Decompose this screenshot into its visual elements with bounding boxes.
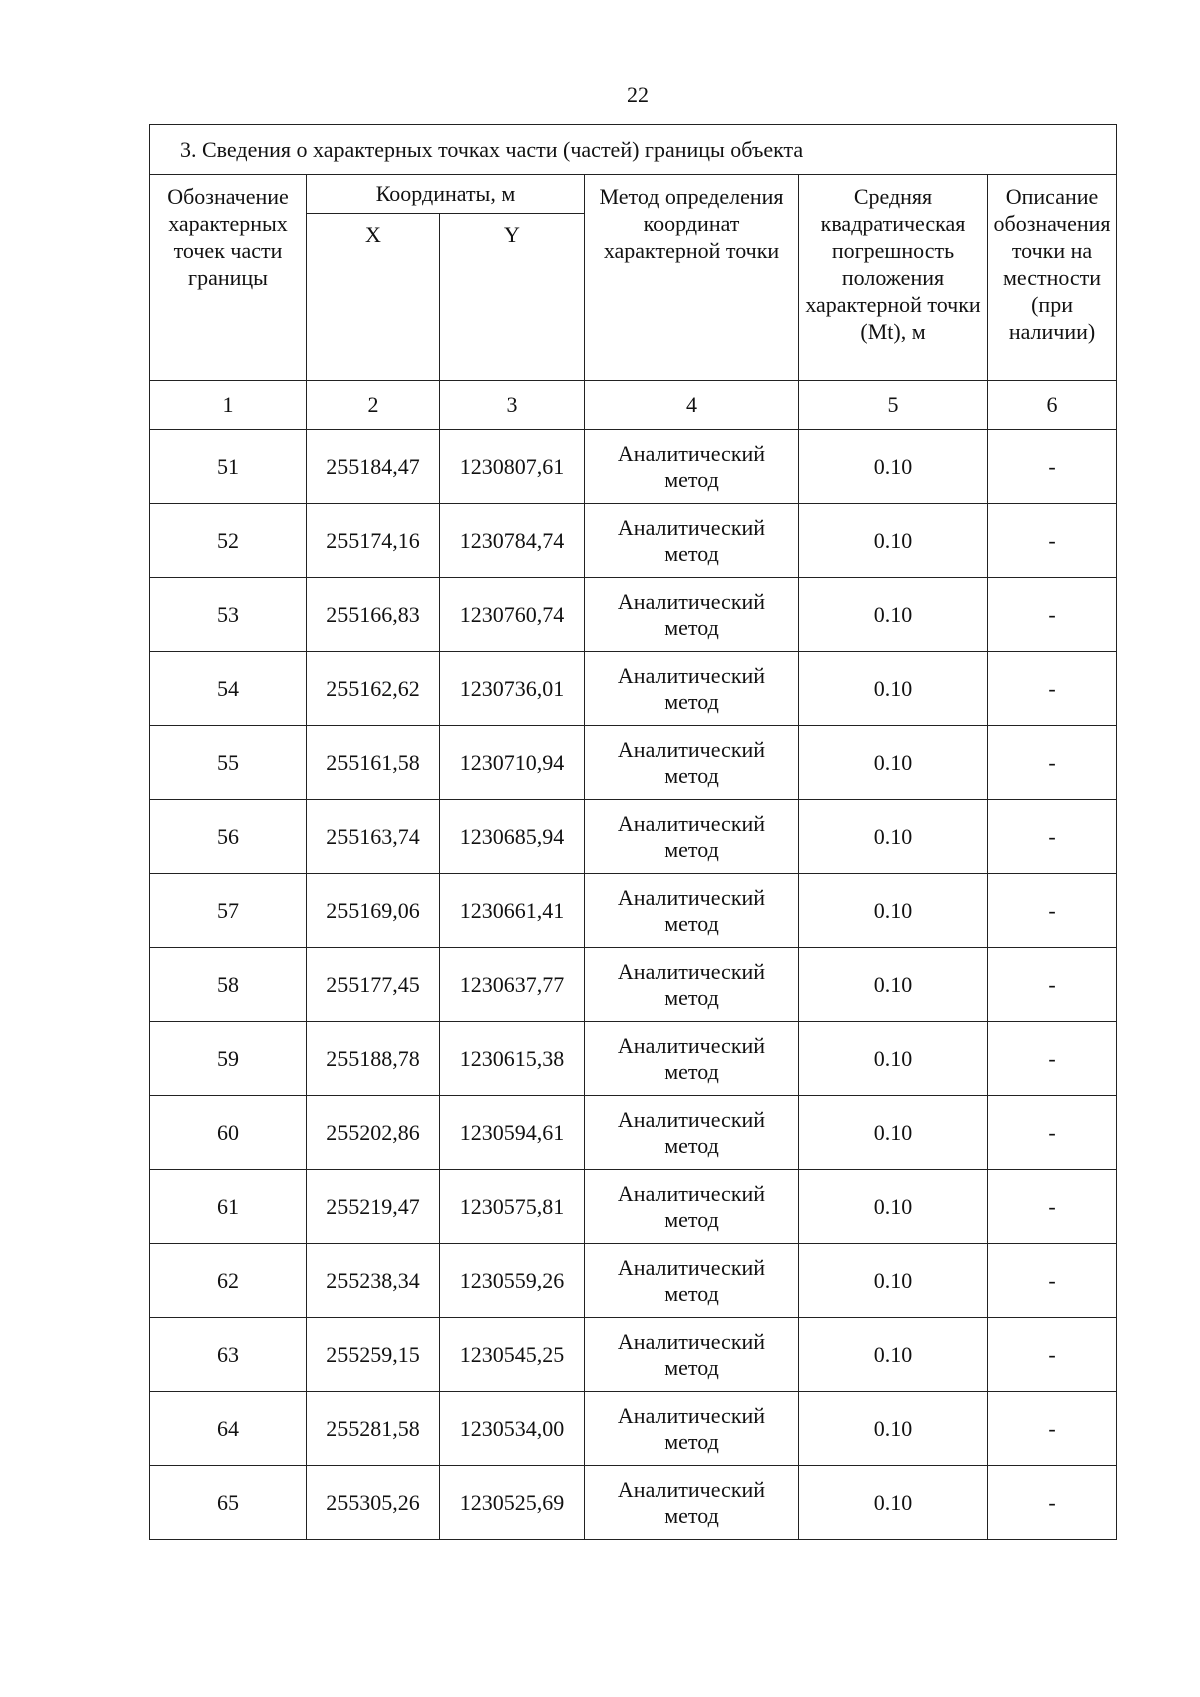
method-cell [585,652,799,726]
column-numbers-row [150,381,1117,430]
table-row [150,430,1117,504]
table-row [150,1392,1117,1466]
table-row [150,1318,1117,1392]
point-number: 62 [150,1244,307,1318]
x-coordinate: 255161,58 [307,726,440,800]
x-coordinate: 255177,45 [307,948,440,1022]
table-row [150,1170,1117,1244]
column-number: 5 [799,381,988,430]
mt-error: 0.10 [799,948,988,1022]
method-line-2: метод [664,1206,719,1232]
header-coordinates: Координаты, м [307,175,585,214]
table-row [150,578,1117,652]
table-row [150,874,1117,948]
header-x: X [307,214,440,381]
method-line-1: Аналитический [617,810,766,836]
point-number: 52 [150,504,307,578]
mt-error: 0.10 [799,652,988,726]
section-title: 3. Сведения о характерных точках части (частей) границы объекта [150,125,1117,175]
method-cell [585,1466,799,1540]
point-description: - [988,874,1117,948]
y-coordinate: 1230534,00 [440,1392,585,1466]
mt-error: 0.10 [799,578,988,652]
method-cell [585,1022,799,1096]
y-coordinate: 1230594,61 [440,1096,585,1170]
method-line-1: Аналитический [617,662,766,688]
column-number: 4 [585,381,799,430]
point-description: - [988,430,1117,504]
y-coordinate: 1230760,74 [440,578,585,652]
mt-error: 0.10 [799,726,988,800]
method-line-1: Аналитический [617,1402,766,1428]
point-number: 64 [150,1392,307,1466]
mt-error: 0.10 [799,1244,988,1318]
mt-error: 0.10 [799,1170,988,1244]
table-row [150,652,1117,726]
point-description: - [988,1466,1117,1540]
y-coordinate: 1230559,26 [440,1244,585,1318]
method-cell [585,578,799,652]
point-number: 53 [150,578,307,652]
method-line-2: метод [664,540,719,566]
header-error: Средняя квадратическая погрешность положения характерной точки (Mt), м [799,175,988,381]
method-cell [585,430,799,504]
method-line-1: Аналитический [617,514,766,540]
mt-error: 0.10 [799,874,988,948]
point-description: - [988,1096,1117,1170]
point-description: - [988,1318,1117,1392]
method-cell [585,1096,799,1170]
method-cell [585,948,799,1022]
method-line-1: Аналитический [617,1106,766,1132]
y-coordinate: 1230807,61 [440,430,585,504]
y-coordinate: 1230784,74 [440,504,585,578]
method-cell [585,504,799,578]
table-row [150,504,1117,578]
header-y: Y [440,214,585,381]
point-number: 61 [150,1170,307,1244]
x-coordinate: 255169,06 [307,874,440,948]
x-coordinate: 255281,58 [307,1392,440,1466]
point-description: - [988,1170,1117,1244]
column-number: 2 [307,381,440,430]
method-cell [585,1244,799,1318]
y-coordinate: 1230710,94 [440,726,585,800]
mt-error: 0.10 [799,1392,988,1466]
y-coordinate: 1230637,77 [440,948,585,1022]
y-coordinate: 1230545,25 [440,1318,585,1392]
point-description: - [988,800,1117,874]
column-number: 1 [150,381,307,430]
point-number: 59 [150,1022,307,1096]
y-coordinate: 1230661,41 [440,874,585,948]
point-number: 55 [150,726,307,800]
x-coordinate: 255238,34 [307,1244,440,1318]
column-number: 6 [988,381,1117,430]
method-line-2: метод [664,1354,719,1380]
method-cell [585,800,799,874]
point-description: - [988,578,1117,652]
method-cell [585,1170,799,1244]
y-coordinate: 1230525,69 [440,1466,585,1540]
mt-error: 0.10 [799,504,988,578]
method-line-1: Аналитический [617,736,766,762]
x-coordinate: 255162,62 [307,652,440,726]
header-description: Описание обозначения точки на местности (при наличии) [988,175,1117,381]
header-method: Метод определения координат характерной точки [585,175,799,381]
mt-error: 0.10 [799,1318,988,1392]
table-body [150,430,1117,1540]
method-line-1: Аналитический [617,440,766,466]
method-line-2: метод [664,614,719,640]
method-cell [585,1392,799,1466]
point-description: - [988,504,1117,578]
method-line-2: метод [664,1058,719,1084]
method-line-1: Аналитический [617,1476,766,1502]
table-row [150,1096,1117,1170]
method-line-2: метод [664,836,719,862]
method-line-2: метод [664,1280,719,1306]
method-cell [585,726,799,800]
method-line-2: метод [664,466,719,492]
x-coordinate: 255166,83 [307,578,440,652]
method-line-1: Аналитический [617,588,766,614]
mt-error: 0.10 [799,430,988,504]
method-line-1: Аналитический [617,958,766,984]
x-coordinate: 255174,16 [307,504,440,578]
point-number: 58 [150,948,307,1022]
x-coordinate: 255163,74 [307,800,440,874]
point-description: - [988,726,1117,800]
method-line-2: метод [664,688,719,714]
header-designation: Обозначение характерных точек части границы [150,175,307,381]
method-line-1: Аналитический [617,1180,766,1206]
method-line-2: метод [664,1502,719,1528]
point-description: - [988,1022,1117,1096]
point-description: - [988,1244,1117,1318]
table-row [150,1022,1117,1096]
method-line-1: Аналитический [617,1254,766,1280]
method-line-1: Аналитический [617,1032,766,1058]
page-number: 22 [627,82,649,107]
x-coordinate: 255305,26 [307,1466,440,1540]
point-number: 65 [150,1466,307,1540]
method-cell [585,874,799,948]
y-coordinate: 1230685,94 [440,800,585,874]
method-line-2: метод [664,1132,719,1158]
x-coordinate: 255184,47 [307,430,440,504]
mt-error: 0.10 [799,1022,988,1096]
table-row [150,1466,1117,1540]
point-description: - [988,1392,1117,1466]
y-coordinate: 1230575,81 [440,1170,585,1244]
column-number: 3 [440,381,585,430]
method-line-2: метод [664,762,719,788]
mt-error: 0.10 [799,800,988,874]
point-description: - [988,948,1117,1022]
method-line-2: метод [664,910,719,936]
x-coordinate: 255188,78 [307,1022,440,1096]
method-line-2: метод [664,984,719,1010]
mt-error: 0.10 [799,1096,988,1170]
boundary-points-table [149,124,1117,1540]
method-line-2: метод [664,1428,719,1454]
method-line-1: Аналитический [617,884,766,910]
x-coordinate: 255259,15 [307,1318,440,1392]
table-row [150,948,1117,1022]
point-number: 54 [150,652,307,726]
mt-error: 0.10 [799,1466,988,1540]
point-description: - [988,652,1117,726]
y-coordinate: 1230615,38 [440,1022,585,1096]
table-row [150,800,1117,874]
table-row [150,1244,1117,1318]
point-number: 63 [150,1318,307,1392]
x-coordinate: 255219,47 [307,1170,440,1244]
method-line-1: Аналитический [617,1328,766,1354]
method-cell [585,1318,799,1392]
point-number: 57 [150,874,307,948]
point-number: 51 [150,430,307,504]
x-coordinate: 255202,86 [307,1096,440,1170]
point-number: 56 [150,800,307,874]
table-row [150,726,1117,800]
point-number: 60 [150,1096,307,1170]
y-coordinate: 1230736,01 [440,652,585,726]
